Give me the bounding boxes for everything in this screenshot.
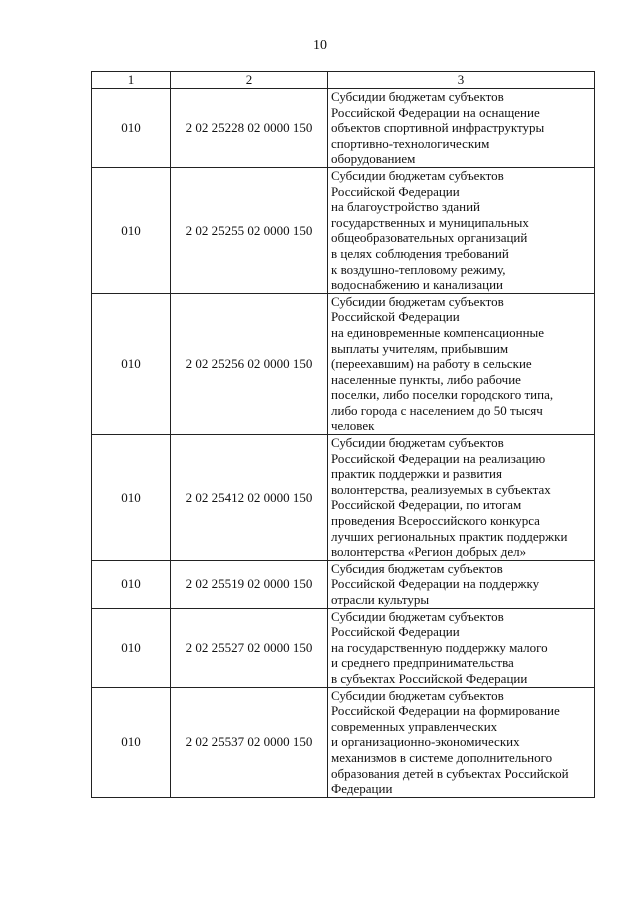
description-cell: Субсидии бюджетам субъектов Российской Федерации на оснащение объектов спортивной инфраструктуры спортивно-технологическим оборудованием	[328, 89, 595, 168]
table-row	[92, 435, 595, 561]
administrator-code-cell: 010	[92, 687, 171, 797]
page-number: 10	[313, 38, 327, 53]
budget-code-cell: 2 02 25256 02 0000 150	[171, 293, 328, 434]
administrator-code-cell: 010	[92, 560, 171, 608]
budget-code-cell: 2 02 25537 02 0000 150	[171, 687, 328, 797]
column-header: 2	[171, 72, 328, 89]
administrator-code-cell: 010	[92, 293, 171, 434]
budget-code-cell: 2 02 25255 02 0000 150	[171, 167, 328, 293]
table-row	[92, 293, 595, 434]
description-cell: Субсидии бюджетам субъектов Российской Федерации на единовременные компенсационные выплаты учителям, прибывшим (переехавшим) на работу в сельские населенные пункты, либо рабочие поселки, либо поселки городского типа, либо города с населением до 50 тысяч человек	[328, 293, 595, 434]
administrator-code-cell: 010	[92, 89, 171, 168]
budget-code-cell: 2 02 25412 02 0000 150	[171, 435, 328, 561]
budget-code-cell: 2 02 25228 02 0000 150	[171, 89, 328, 168]
description-cell: Субсидия бюджетам субъектов Российской Федерации на поддержку отрасли культуры	[328, 560, 595, 608]
column-header: 1	[92, 72, 171, 89]
table-row	[92, 560, 595, 608]
budget-code-cell: 2 02 25519 02 0000 150	[171, 560, 328, 608]
description-cell: Субсидии бюджетам субъектов Российской Федерации на формирование современных управленческих и организационно-экономических механизмов в системе дополнительного образования детей в субъектах Российской Федерации	[328, 687, 595, 797]
budget-code-cell: 2 02 25527 02 0000 150	[171, 608, 328, 687]
administrator-code-cell: 010	[92, 167, 171, 293]
column-header: 3	[328, 72, 595, 89]
description-cell: Субсидии бюджетам субъектов Российской Федерации на государственную поддержку малого и среднего предпринимательства в субъектах Российской Федерации	[328, 608, 595, 687]
budget-classification-table	[91, 71, 595, 798]
description-cell: Субсидии бюджетам субъектов Российской Федерации на реализацию практик поддержки и развития волонтерства, реализуемых в субъектах Российской Федерации, по итогам проведения Всероссийского конкурса лучших региональных практик поддержки волонтерства «Регион добрых дел»	[328, 435, 595, 561]
table-row	[92, 89, 595, 168]
table-header-row	[92, 72, 595, 89]
table-row	[92, 687, 595, 797]
description-cell: Субсидии бюджетам субъектов Российской Федерации на благоустройство зданий государственных и муниципальных общеобразовательных организаций в целях соблюдения требований к воздушно-тепловому режиму, водоснабжению и канализации	[328, 167, 595, 293]
table-row	[92, 608, 595, 687]
administrator-code-cell: 010	[92, 608, 171, 687]
administrator-code-cell: 010	[92, 435, 171, 561]
table-row	[92, 167, 595, 293]
